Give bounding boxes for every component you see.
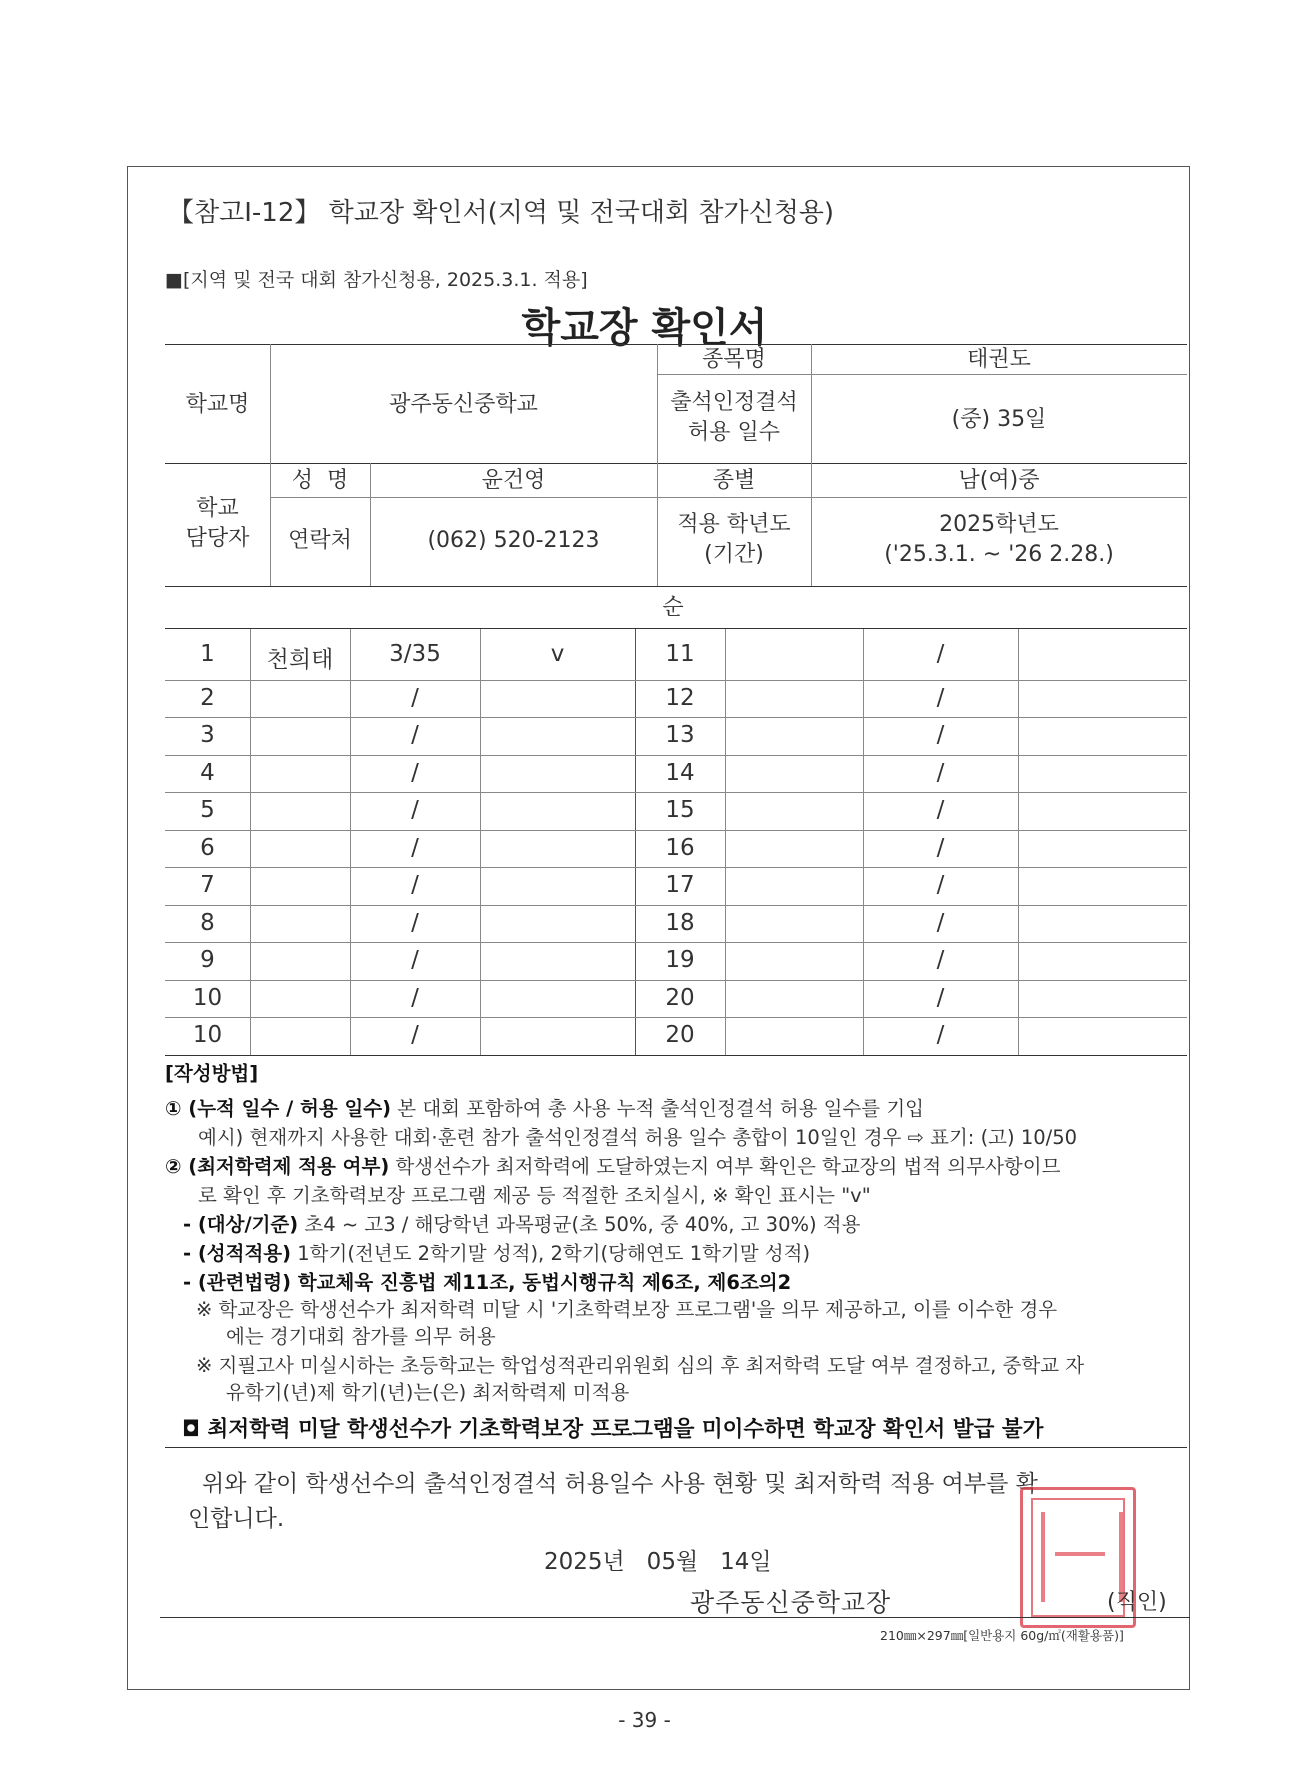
name-value: 윤건영 [481, 468, 546, 493]
allow-days-value: (중) 35일 [951, 407, 1047, 432]
roster-vline-3 [480, 629, 481, 1055]
roster-cell-name: 천희태 [266, 646, 334, 673]
roster-cell-no: 10 [192, 1022, 223, 1048]
bullet-laws: - (관련법령) 학교체육 진흥법 제11조, 동법시행규칙 제6조, 제6조의2 [183, 1271, 792, 1294]
roster-row-line [165, 905, 1187, 906]
roster-cell-no: 10 [192, 984, 223, 1011]
sub-label: ■[지역 및 전국 대회 참가신청용, 2025.3.1. 적용] [165, 269, 588, 291]
roster-cell-days: / [936, 834, 945, 861]
allow-days-label: 출석인정결석 허용 일수 [670, 390, 798, 445]
roster-cell-days: / [411, 1022, 419, 1048]
roster-header: 순 [662, 595, 684, 620]
roster-row-line [165, 830, 1187, 831]
roster-cell-no: 16 [665, 834, 695, 861]
roster-row-line [165, 717, 1187, 718]
roster-header-line [165, 628, 1187, 629]
seal-label: (직인) [1107, 1590, 1167, 1615]
roster-cell-days: / [411, 759, 419, 786]
roster-row-line [165, 942, 1187, 943]
note-exam-cont: 유학기(년)제 학기(년)는(은) 최저학력제 미적용 [226, 1381, 630, 1404]
roster-row-line [165, 1055, 1187, 1056]
roster-vline-7 [1018, 629, 1019, 1055]
roster-cell-days: / [411, 872, 419, 898]
category-value: 남(여)중 [958, 468, 1040, 493]
confirmation-line-2: 인합니다. [188, 1506, 285, 1532]
school-label: 학교명 [185, 392, 250, 417]
roster-cell-no: 9 [200, 947, 215, 973]
roster-cell-days: / [936, 872, 945, 898]
roster-cell-no: 2 [200, 684, 215, 711]
roster-cell-days: / [936, 947, 945, 973]
sign-line [160, 1617, 1190, 1618]
roster-cell-no: 19 [665, 947, 695, 973]
roster-cell-no: 20 [665, 984, 695, 1011]
category-label: 종별 [712, 468, 756, 493]
roster-vline-5 [725, 629, 726, 1055]
roster-cell-days: / [936, 640, 945, 667]
roster-cell-no: 14 [665, 759, 695, 786]
roster-cell-no: 6 [200, 834, 215, 861]
warning-line [165, 1447, 1187, 1448]
instruction-1-example: 예시) 현재까지 사용한 대회·훈련 참가 출석인정결석 허용 일수 총합이 10일인 경우 ⇨ 표기: (고) 10/50 [198, 1126, 1078, 1149]
reference-title: 【참고Ⅰ-12】 학교장 확인서(지역 및 전국대회 참가신청용) [168, 198, 835, 228]
bullet-grades: - (성적적용) 1학기(전년도 2학기말 성적), 2학기(당해연도 1학기말 성적) [183, 1242, 811, 1265]
roster-cell-no: 8 [200, 909, 215, 936]
name-label: 성 명 [291, 468, 349, 493]
roster-row-line [165, 792, 1187, 793]
roster-cell-no: 1 [200, 640, 215, 667]
roster-cell-days: / [936, 909, 945, 936]
roster-cell-days: / [936, 1022, 945, 1048]
instruction-1: ① (누적 일수 / 허용 일수) 본 대회 포함하여 총 사용 누적 출석인정결석 허용 일수를 기입 [165, 1097, 925, 1120]
roster-cell-no: 11 [665, 640, 695, 667]
roster-vline-1 [250, 629, 251, 1055]
name-line [270, 497, 1187, 498]
page-title: 학교장 확인서 [521, 305, 768, 351]
roster-row-line [165, 1017, 1187, 1018]
roster-cell-no: 7 [200, 872, 215, 898]
instruction-2: ② (최저학력제 적용 여부) 학생선수가 최저학력에 도달하였는지 여부 확인은 학교장의 법적 의무사항이므 [165, 1155, 1061, 1178]
roster-cell-days: 3/35 [389, 640, 441, 667]
roster-cell-no: 20 [665, 1022, 695, 1048]
roster-cell-days: / [411, 947, 419, 973]
roster-cell-days: / [411, 797, 419, 823]
roster-cell-no: 12 [665, 684, 695, 711]
instruction-2-cont: 로 확인 후 기초학력보장 프로그램 제공 등 적절한 조치실시, ※ 확인 표시는 "v" [198, 1184, 871, 1207]
contact-label: 연락처 [288, 528, 352, 553]
roster-cell-no: 3 [200, 722, 215, 748]
roster-cell-days: / [411, 684, 419, 711]
roster-cell-no: 4 [200, 759, 215, 786]
roster-cell-no: 13 [665, 722, 695, 748]
roster-cell-days: / [936, 684, 945, 711]
roster-cell-check: v [550, 640, 565, 667]
school-value: 광주동신중학교 [389, 392, 538, 417]
roster-cell-days: / [936, 797, 945, 823]
note-principal: ※ 학교장은 학생선수가 최저학력 미달 시 '기초학력보장 프로그램'을 의무 제공하고, 이를 이수한 경우 [196, 1298, 1058, 1321]
confirmation-date: 2025년 05월 14일 [544, 1549, 772, 1575]
bullet-target: - (대상/기준) 초4 ~ 고3 / 해당학년 과목평균(초 50%, 중 40%, 고 30%) 적용 [183, 1213, 861, 1236]
roster-cell-no: 17 [665, 872, 695, 898]
roster-cell-days: / [411, 984, 419, 1011]
contact-value: (062) 520-2123 [427, 528, 600, 553]
instructions-heading: [작성방법] [165, 1062, 259, 1085]
paper-spec: 210㎜×297㎜[일반용지 60g/㎡(재활용품)] [880, 1628, 1124, 1643]
roster-cell-days: / [936, 759, 945, 786]
roster-cell-no: 5 [200, 797, 215, 823]
page-number: - 39 - [618, 1708, 671, 1732]
sport-label: 종목명 [702, 347, 766, 372]
period-label: 적용 학년도 (기간) [677, 512, 791, 567]
info-mid-line [165, 463, 1187, 464]
note-principal-cont: 에는 경기대회 참가를 의무 허용 [226, 1325, 496, 1348]
roster-row-line [165, 980, 1187, 981]
roster-cell-no: 15 [665, 797, 695, 823]
info-bottom-line [165, 586, 1187, 587]
period-value: 2025학년도 ('25.3.1. ~ '26 2.28.) [884, 512, 1114, 567]
roster-cell-days: / [936, 722, 945, 748]
roster-cell-days: / [411, 909, 419, 936]
sport-value: 태권도 [967, 347, 1031, 372]
roster-cell-days: / [411, 834, 419, 861]
roster-cell-no: 18 [665, 909, 695, 936]
note-exam: ※ 지필고사 미실시하는 초등학교는 학업성적관리위원회 심의 후 최저학력 도달 여부 결정하고, 중학교 자 [196, 1354, 1085, 1377]
confirmation-line-1: 위와 같이 학생선수의 출석인정결석 허용일수 사용 현황 및 최저학력 적용 여부를 확 [202, 1471, 1038, 1497]
roster-cell-days: / [936, 984, 945, 1011]
manager-label: 학교 담당자 [185, 496, 250, 551]
roster-row-line [165, 680, 1187, 681]
roster-cell-days: / [411, 722, 419, 748]
warning-text: ◘ 최저학력 미달 학생선수가 기초학력보장 프로그램을 미이수하면 학교장 확인서 발급 불가 [182, 1417, 1044, 1442]
roster-row-line [165, 755, 1187, 756]
signer-name: 광주동신중학교장 [690, 1588, 892, 1617]
roster-row-line [165, 867, 1187, 868]
